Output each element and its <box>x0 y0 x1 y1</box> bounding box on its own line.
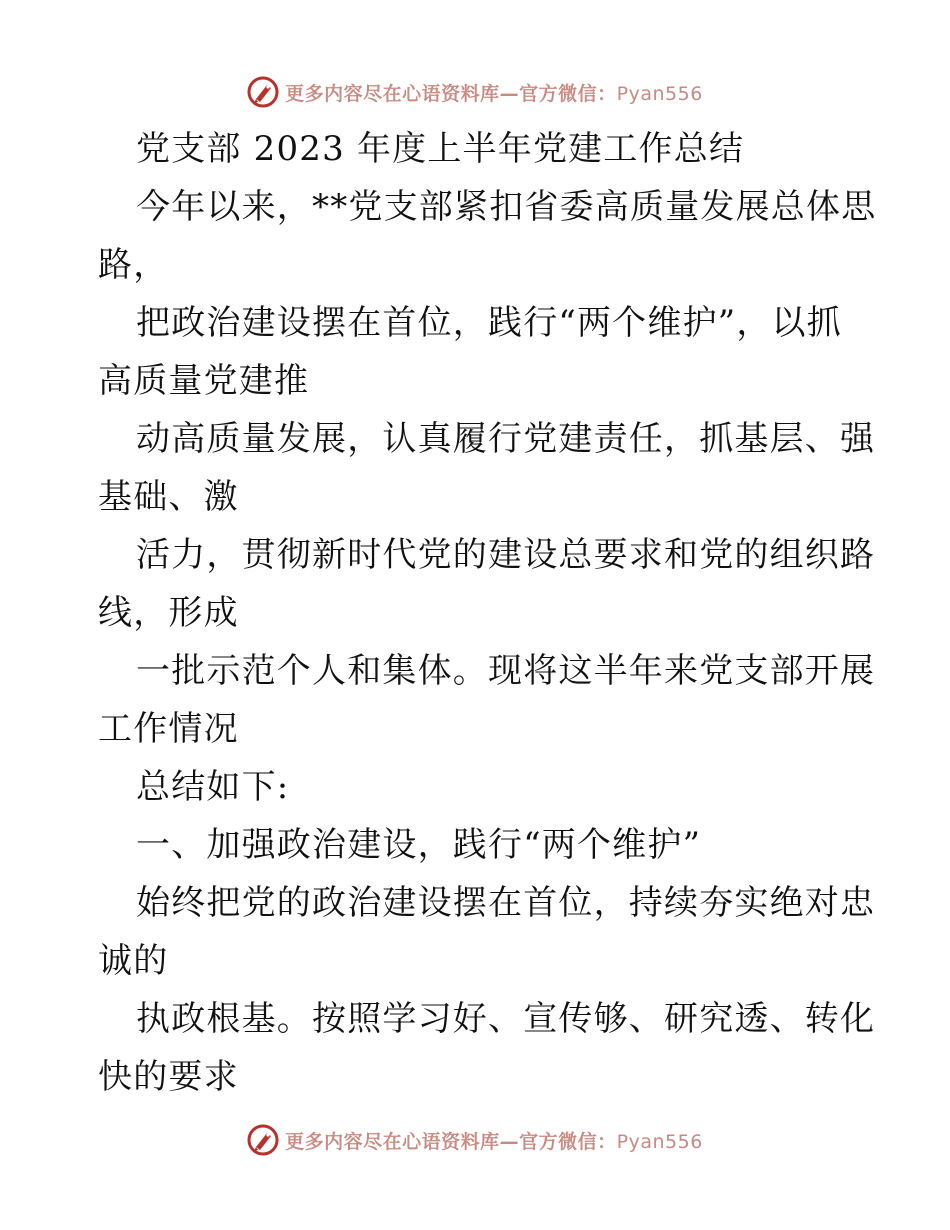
paragraph-line: 把政治建设摆在首位，践行“两个维护”，以抓 <box>136 303 842 343</box>
paragraph-line: 活力，贯彻新时代党的建设总要求和党的组织路 <box>136 535 876 575</box>
document-body <box>98 120 877 1106</box>
section-heading: 一、加强政治建设，践行“两个维护” <box>136 825 702 865</box>
watermark-header <box>0 72 950 112</box>
paragraph-line: 一批示范个人和集体。现将这半年来党支部开展 <box>136 651 876 691</box>
paragraph-line: 路， <box>98 245 169 285</box>
watermark-wechat-id: Pyan556 <box>616 1130 703 1153</box>
paragraph-line: 快的要求 <box>98 1057 239 1097</box>
pen-logo-icon <box>247 76 279 108</box>
paragraph-line: 高质量党建推 <box>98 361 310 401</box>
watermark-text: 更多内容尽在心语资料库—官方微信： <box>285 1130 617 1153</box>
paragraph-line: 工作情况 <box>98 709 239 749</box>
paragraph-line: 执政根基。按照学习好、宣传够、研究透、转化 <box>136 999 876 1039</box>
document-title: 党支部 2023 年度上半年党建工作总结 <box>136 129 745 169</box>
paragraph-line: 始终把党的政治建设摆在首位，持续夯实绝对忠 <box>136 883 876 923</box>
pen-logo-icon <box>247 1124 279 1156</box>
paragraph-line: 动高质量发展，认真履行党建责任，抓基层、强 <box>136 419 876 459</box>
watermark-text: 更多内容尽在心语资料库—官方微信： <box>285 82 617 105</box>
watermark-footer <box>0 1120 950 1160</box>
paragraph-line: 诚的 <box>98 941 169 981</box>
paragraph-line: 线，形成 <box>98 593 239 633</box>
paragraph-line: 基础、激 <box>98 477 239 517</box>
watermark-wechat-id: Pyan556 <box>616 82 703 105</box>
paragraph-line: 总结如下: <box>136 767 290 807</box>
paragraph-line: 今年以来，**党支部紧扣省委高质量发展总体思 <box>136 187 877 227</box>
